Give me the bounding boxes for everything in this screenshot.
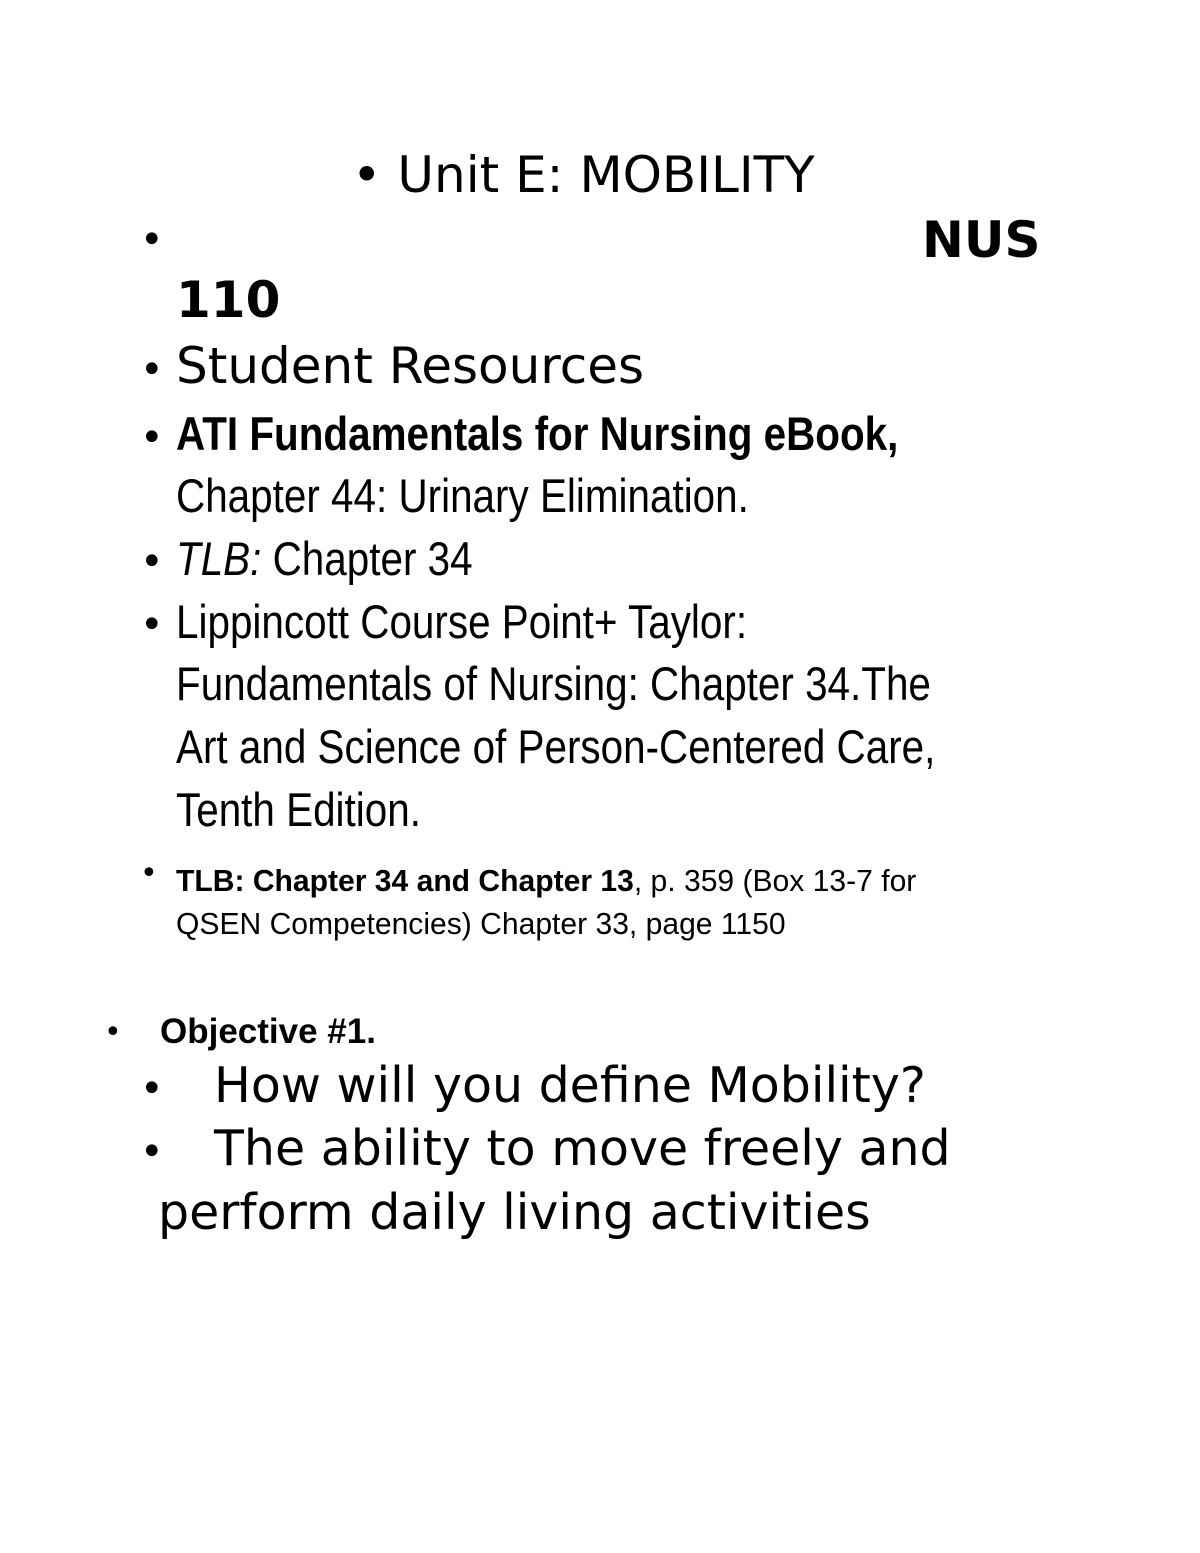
ati-ebook-bold: ATI Fundamentals for Nursing eBook, bbox=[176, 407, 899, 460]
bullet: • bbox=[140, 415, 164, 461]
lippincott-line-4: Tenth Edition. bbox=[176, 783, 421, 836]
objective-question: How will you define Mobility? bbox=[214, 1057, 926, 1114]
lippincott-line-1: Lippincott Course Point+ Taylor: bbox=[176, 595, 748, 648]
objective-label: Objective #1. bbox=[160, 1012, 376, 1051]
bullet: • bbox=[140, 602, 164, 648]
bullet: • bbox=[352, 146, 382, 204]
course-code: NUS bbox=[922, 211, 1041, 269]
tlb-chapter bbox=[176, 530, 473, 588]
tlb-chapters-bold: TLB: Chapter 34 and Chapter 13 bbox=[176, 863, 634, 898]
objective-answer-line-2: perform daily living activities bbox=[158, 1184, 871, 1241]
tlb-chapters-line-1 bbox=[176, 862, 916, 900]
lippincott-line-2: Fundamentals of Nursing: Chapter 34.The bbox=[176, 657, 931, 710]
bullet: • bbox=[140, 1129, 164, 1175]
unit-title-prefix: Unit E: bbox=[397, 146, 564, 204]
ati-ebook-title bbox=[176, 405, 898, 463]
bullet: • bbox=[104, 1015, 122, 1050]
unit-title-main: MOBILITY bbox=[579, 146, 815, 204]
ati-chapter: Chapter 44: Urinary Elimination. bbox=[176, 469, 749, 522]
tlb-italic: TLB: bbox=[176, 532, 262, 585]
bullet: • bbox=[140, 217, 164, 263]
bullet: • bbox=[140, 856, 158, 891]
bullet: • bbox=[140, 1066, 164, 1112]
tlb-chapters-line-2: QSEN Competencies) Chapter 33, page 1150 bbox=[176, 906, 786, 941]
bullet: • bbox=[140, 539, 164, 585]
bullet: • bbox=[140, 347, 164, 393]
tlb-rest: Chapter 34 bbox=[272, 532, 473, 585]
lippincott-line-3: Art and Science of Person-Centered Care, bbox=[176, 720, 936, 773]
objective-answer-line-1: The ability to move freely and bbox=[214, 1120, 951, 1177]
course-number: 110 bbox=[176, 271, 281, 329]
tlb-chapters-rest: , p. 359 (Box 13-7 for bbox=[633, 863, 917, 898]
unit-title bbox=[352, 145, 815, 205]
resources-heading: Student Resources bbox=[176, 337, 645, 395]
